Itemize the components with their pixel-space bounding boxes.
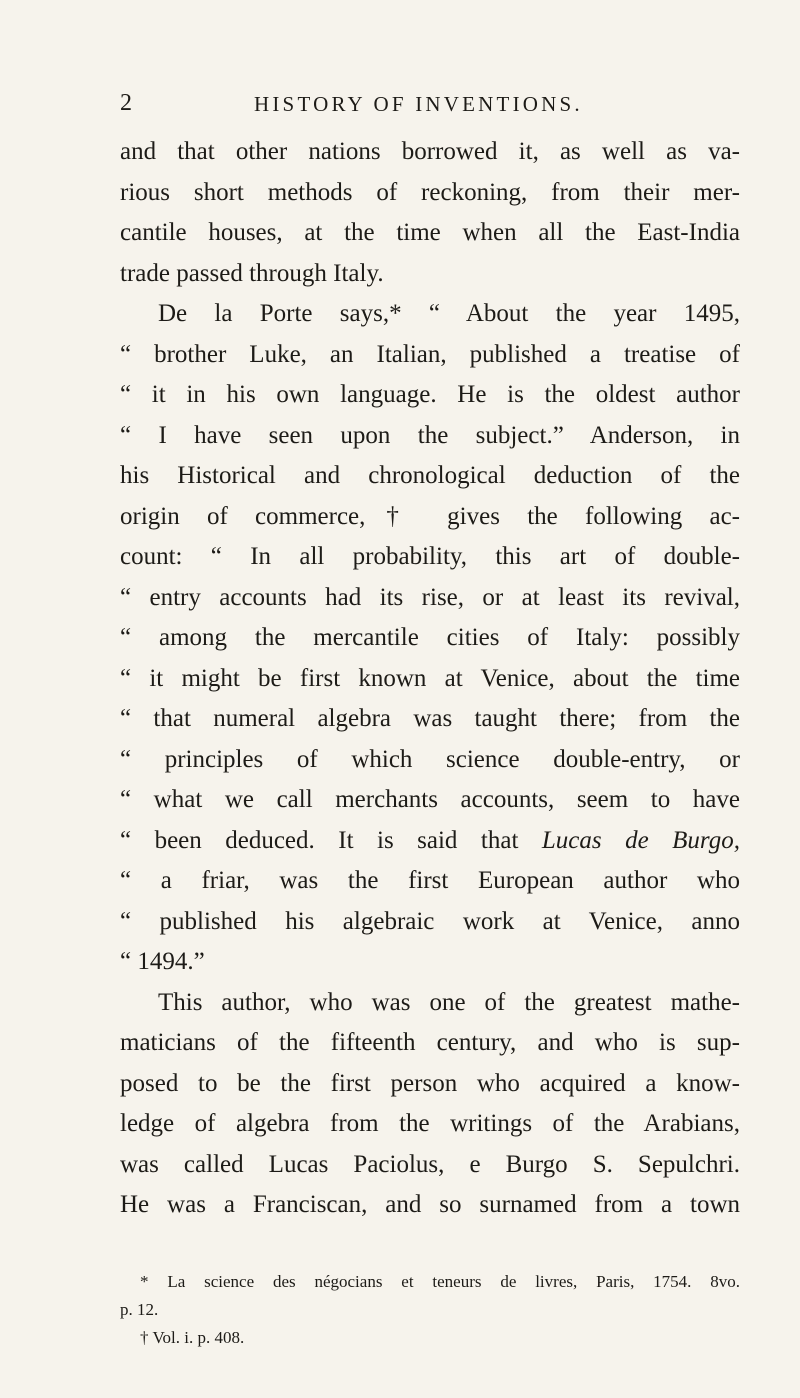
text-line: “ it might be first known at Venice, about the time: [120, 664, 740, 692]
footnote-2: † Vol. i. p. 408.: [140, 1328, 245, 1347]
running-head: [120, 82, 720, 122]
text-line: his Historical and chronological deduction of the: [120, 462, 740, 489]
text-line: “ 1494.”: [120, 948, 205, 975]
text-line: trade passed through Italy.: [120, 259, 384, 287]
italic-name: Lucas de Burgo,: [541, 826, 740, 854]
text-line: count: “ In all probability, this art of double-: [120, 543, 740, 570]
text-line: This author, who was one of the greatest mathe-: [158, 988, 740, 1016]
running-title: HISTORY OF INVENTIONS.: [254, 92, 583, 116]
text-line: He was a Franciscan, and so surnamed from a town: [120, 1191, 740, 1218]
text-line: “ principles of which science double-entry, or: [120, 745, 740, 773]
text-line: “ published his algebraic work at Venice, anno: [120, 907, 740, 935]
text-line: De la Porte says,* “ About the year 1495,: [158, 300, 740, 327]
text-line: “ a friar, was the first European author who: [120, 867, 740, 894]
footnote-1-continued: p. 12.: [120, 1300, 159, 1319]
text-line: “ it in his own language. He is the oldest author: [120, 381, 740, 408]
text-line: “ what we call merchants accounts, seem to have: [120, 786, 740, 813]
text-line: “ brother Luke, an Italian, published a treatise of: [120, 340, 740, 368]
text-line: maticians of the fifteenth century, and who is sup-: [120, 1029, 740, 1056]
text-line: cantile houses, at the time when all the East-India: [120, 219, 740, 246]
text-segment: “ been deduced. It is said that: [120, 826, 542, 854]
text-line: “ I have seen upon the subject.” Anderson, in: [120, 421, 740, 449]
text-line: posed to be the first person who acquired a know-: [120, 1069, 740, 1097]
text-line: “ that numeral algebra was taught there; from the: [120, 705, 740, 732]
text-line: origin of commerce,† gives the following ac-: [120, 502, 740, 530]
text-line: rious short methods of reckoning, from their mer-: [120, 178, 740, 206]
page-number: 2: [120, 90, 132, 116]
text-line: was called Lucas Paciolus, e Burgo S. Sepulchri.: [120, 1150, 740, 1178]
text-line: and that other nations borrowed it, as well as va-: [120, 138, 740, 165]
text-line: ledge of algebra from the writings of the Arabians,: [120, 1110, 740, 1137]
footnote-1: * La science des négocians et teneurs de livres, Paris, 1754. 8vo.: [140, 1272, 740, 1291]
text-line: “ among the mercantile cities of Italy: possibly: [120, 624, 740, 651]
body-text: [120, 132, 740, 1226]
footnotes: [120, 1268, 740, 1352]
text-line: “ entry accounts had its rise, or at least its revival,: [120, 583, 740, 611]
text-line-with-italic: [120, 821, 740, 862]
